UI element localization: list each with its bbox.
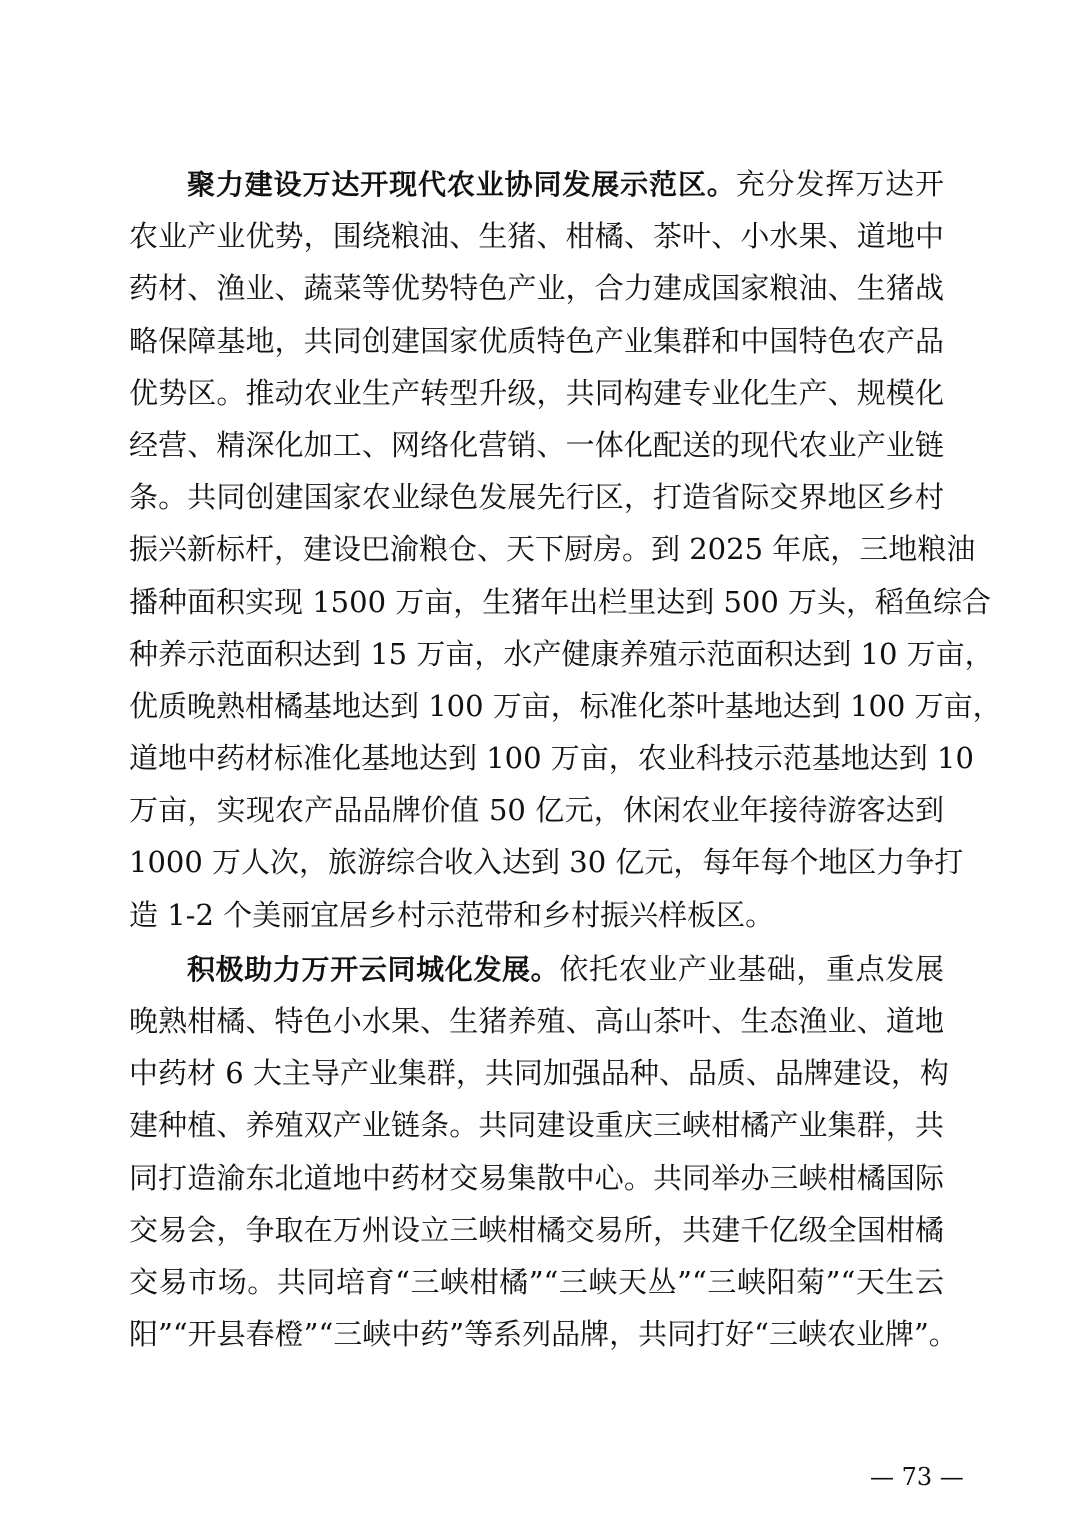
text-line: 交易会，争取在万州设立三峡柑橘交易所，共建千亿级全国柑橘	[129, 1212, 944, 1247]
page-number: — 73 —	[870, 1463, 964, 1491]
paragraph-first-line	[129, 943, 944, 995]
text-line: 同打造渝东北道地中药材交易集散中心。共同举办三峡柑橘国际	[129, 1160, 944, 1195]
paragraph-heading: 积极助力万开云同城化发展。	[187, 952, 560, 986]
document-body	[129, 158, 1002, 1362]
paragraph-first-line	[129, 158, 944, 210]
text-line: 药材、渔业、蔬菜等优势特色产业，合力建成国家粮油、生猪战	[129, 271, 944, 306]
paragraph-modern-agriculture	[129, 158, 1002, 941]
paragraph-wanzhou-kaizhou-yunyang	[129, 943, 958, 1361]
text-line: 播种面积实现 1500 万亩，生猪年出栏里达到 500 万头，稻鱼综合	[129, 584, 992, 619]
text-line: 1000 万人次，旅游综合收入达到 30 亿元，每年每个地区力争打	[129, 845, 964, 880]
text-line: 优质晚熟柑橘基地达到 100 万亩，标准化茶叶基地达到 100 万亩，	[129, 688, 1002, 723]
text-line: 经营、精深化加工、网络化营销、一体化配送的现代农业产业链	[129, 427, 944, 462]
text-line: 中药材 6 大主导产业集群，共同加强品种、品质、品牌建设，构	[129, 1056, 949, 1091]
paragraph-first-line-text: 依托农业产业基础，重点发展	[559, 951, 944, 986]
text-line: 阳”“开县春橙”“三峡中药”等系列品牌，共同打好“三峡农业牌”。	[129, 1317, 958, 1352]
text-line: 晚熟柑橘、特色小水果、生猪养殖、高山茶叶、生态渔业、道地	[129, 1004, 944, 1038]
text-line: 道地中药材标准化基地达到 100 万亩，农业科技示范基地达到 10	[129, 741, 974, 776]
text-line: 交易市场。共同培育“三峡柑橘”“三峡天丛”“三峡阳菊”“天生云	[129, 1264, 944, 1299]
paragraph-heading: 聚力建设万达开现代农业协同发展示范区。	[187, 168, 736, 201]
text-line: 略保障基地，共同创建国家优质特色产业集群和中国特色农产品	[129, 323, 944, 358]
text-line: 万亩，实现农产品品牌价值 50 亿元，休闲农业年接待游客达到	[129, 793, 944, 828]
text-line: 造 1-2 个美丽宜居乡村示范带和乡村振兴样板区。	[129, 897, 775, 932]
text-line: 振兴新标杆，建设巴渝粮仓、天下厨房。到 2025 年底，三地粮油	[129, 532, 976, 567]
text-line: 条。共同创建国家农业绿色发展先行区，打造省际交界地区乡村	[129, 480, 944, 515]
text-line: 优势区。推动农业生产转型升级，共同构建专业化生产、规模化	[129, 375, 944, 410]
text-line: 种养示范面积达到 15 万亩，水产健康养殖示范面积达到 10 万亩，	[129, 636, 994, 671]
text-line: 农业产业优势，围绕粮油、生猪、柑橘、茶叶、小水果、道地中	[129, 219, 944, 254]
paragraph-first-line-text: 充分发挥万达开	[735, 167, 944, 201]
text-line: 建种植、养殖双产业链条。共同建设重庆三峡柑橘产业集群，共	[129, 1108, 944, 1143]
